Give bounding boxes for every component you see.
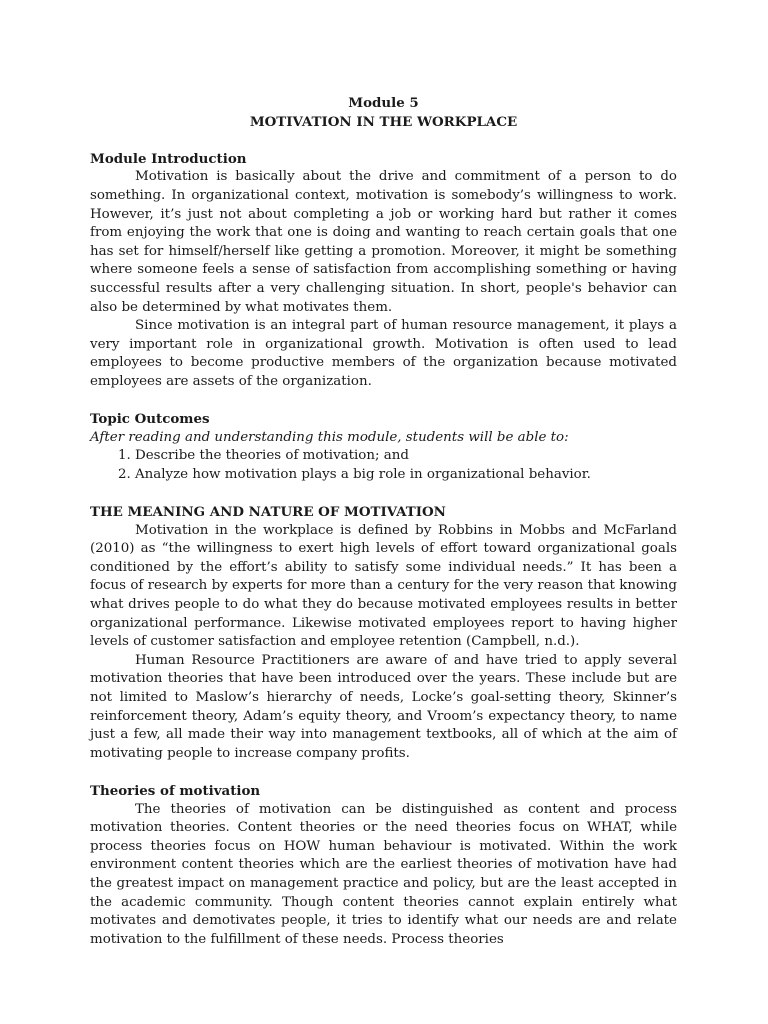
module-introduction-heading: Module Introduction (90, 150, 247, 167)
topic-outcomes-intro: After reading and understanding this module, students will be able to: (90, 429, 569, 445)
list-item: 1. Describe the theories of motivation; and (135, 447, 677, 466)
document-page (90, 94, 677, 949)
list-item: 2. Analyze how motivation plays a big role in organizational behavior. (135, 466, 677, 485)
topic-outcomes-heading: Topic Outcomes (90, 411, 210, 428)
topic-outcomes-list (90, 447, 677, 484)
theories-paragraph-1: The theories of motivation can be distinguished as content and process motivation theories. Content theories or the need theories focus on WHAT, while process theories focus on HOW human behaviour is motivated. Within the work environment content theories which are the earliest theories of motivation have had the greatest impact on management practice and policy, but are the least accepted in the academic community. Though content theories cannot explain entirely what motivates and demotivates people, it tries to identify what our needs are and relate motivation to the fulfillment of these needs. Process theories (90, 801, 677, 947)
theories-section (90, 782, 677, 949)
topic-outcomes-section (90, 410, 677, 484)
theories-heading: Theories of motivation (90, 782, 261, 799)
meaning-heading: THE MEANING AND NATURE OF MOTIVATION (90, 504, 446, 521)
meaning-paragraph-2: Human Resource Practitioners are aware of and have tried to apply several motivation theories that have been introduced over the years. These include but are not limited to Maslow’s hierarchy of needs, Locke’s goal-setting theory, Skinner’s reinforcement theory, Adam’s equity theory, and Vroom’s expectancy theory, to name just a few, all made their way into management textbooks, all of which at the aim of motivating people to increase company profits. (90, 652, 677, 761)
module-introduction-section (90, 150, 677, 392)
meaning-section (90, 503, 677, 763)
module-number: Module 5 (348, 95, 419, 111)
module-title: MOTIVATION IN THE WORKPLACE (249, 113, 518, 130)
meaning-paragraph-1: Motivation in the workplace is defined by Robbins in Mobbs and McFarland (2010) as “the willingness to exert high levels of effort toward organizational goals conditioned by the effort’s ability to satisfy some individual needs.” It has been a focus of research by experts for more than a century for the very reason that knowing what drives people to do what they do because motivated employees results in better organizational performance. Likewise motivated employees report to having higher levels of customer satisfaction and employee retention (Campbell, n.d.). (90, 522, 677, 650)
intro-paragraph-2: Since motivation is an integral part of human resource management, it plays a very important role in organizational growth. Motivation is often used to lead employees to become productive members of the organization because motivated employees are assets of the organization. (90, 318, 677, 389)
intro-paragraph-1: Motivation is basically about the drive and commitment of a person to do something. In organizational context, motivation is somebody’s willingness to work. However, it’s just not about completing a job or working hard but rather it comes from enjoying the work that one is doing and wanting to reach certain goals that one has set for himself/herself like getting a promotion. Moreover, it might be something where someone feels a sense of satisfaction from accomplishing something or having successful results after a very challenging situation. In short, people's behavior can also be determined by what motivates them. (90, 169, 677, 315)
